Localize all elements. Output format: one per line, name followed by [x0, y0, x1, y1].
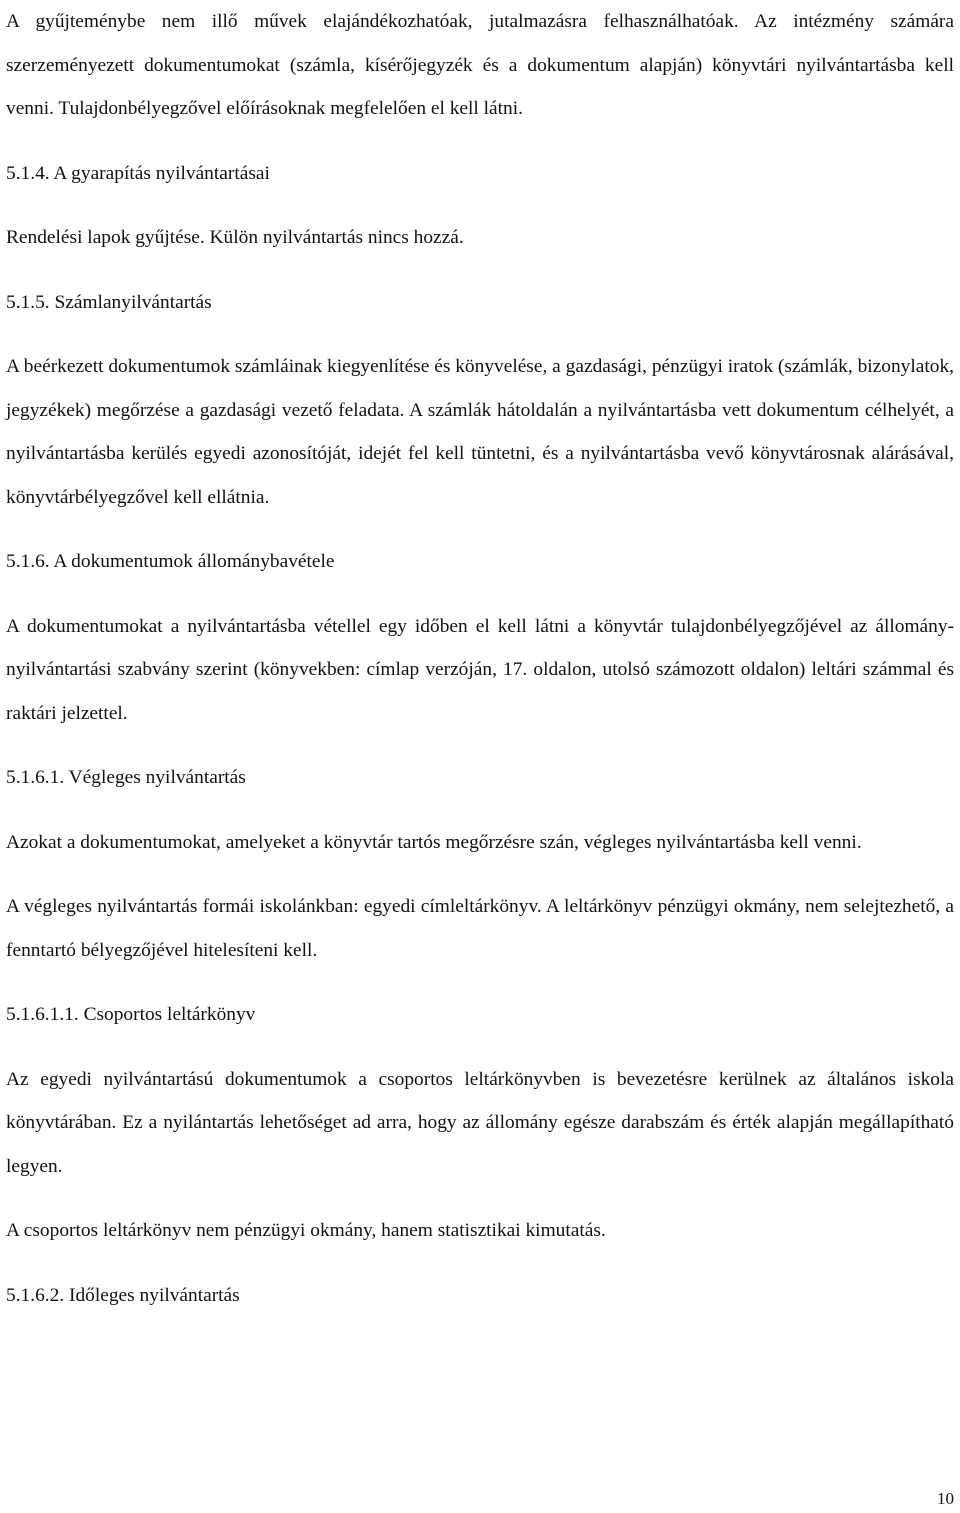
- heading-5-1-6: 5.1.6. A dokumentumok állománybavétele: [6, 551, 335, 572]
- paragraph-vegleges-nyilvantartas: Azokat a dokumentumokat, amelyeket a könyvtár tartós megőrzésre szán, végleges nyilvántartásba kell venni.: [6, 831, 862, 853]
- page-number: 10: [937, 1489, 954, 1508]
- paragraph-allomanybavetel: A dokumentumokat a nyilvántartásba vétellel egy időben el kell látni a könyvtár tulajdonbélyegzőjével az állomány-nyilvántartási szabvány szerint (könyvekben: címlap verzóján, 17. oldalon, utolsó számozott oldalon) leltári számmal és raktári jelzettel.: [6, 615, 954, 724]
- document-page: [6, 0, 954, 1317]
- heading-5-1-6-1: 5.1.6.1. Végleges nyilvántartás: [6, 767, 246, 788]
- paragraph-vegleges-formai: A végleges nyilvántartás formái iskolánkban: egyedi címleltárkönyv. A leltárkönyv pénzügyi okmány, nem selejtezhető, a fenntartó bélyegzőjével hitelesíteni kell.: [6, 896, 954, 961]
- heading-5-1-4: 5.1.4. A gyarapítás nyilvántartásai: [6, 162, 270, 184]
- heading-5-1-5: 5.1.5. Számlanyilvántartás: [6, 291, 212, 313]
- paragraph-intro: A gyűjteménybe nem illő művek elajándékozhatóak, jutalmazásra felhasználhatóak. Az intézmény számára szerzeményezett dokumentumokat (számla, kísérőjegyzék és a dokumentum alapján) könyvtári nyilvántartásba kell venni. Tulajdonbélyegzővel előírásoknak megfelelően el kell látni.: [6, 11, 954, 119]
- paragraph-statisztikai-kimutatas: A csoportos leltárkönyv nem pénzügyi okmány, hanem statisztikai kimutatás.: [6, 1220, 606, 1241]
- paragraph-szamlanyilvantartas: A beérkezett dokumentumok számláinak kiegyenlítése és könyvelése, a gazdasági, pénzügyi iratok (számlák, bizonylatok, jegyzékek) megőrzése a gazdasági vezető feladata. A számlák hátoldalán a nyilvántartásba vett dokumentum célhelyét, a nyilvántartásba kerülés egyedi azonosítóját, idejét fel kell tüntetni, és a nyilvántartásba vevő könyvtárosnak alárásával, könyvtárbélyegzővel kell ellátnia.: [6, 356, 954, 508]
- paragraph-csoportos-leltarkonyv: Az egyedi nyilvántartású dokumentumok a csoportos leltárkönyvben is bevezetésre kerülnek az általános iskola könyvtárában. Ez a nyilántartás lehetőséget ad arra, hogy az állomány egésze darabszám és érték alapján megállapítható legyen.: [6, 1068, 954, 1177]
- paragraph-rendelesi-lapok: Rendelési lapok gyűjtése. Külön nyilvántartás nincs hozzá.: [6, 227, 464, 248]
- heading-5-1-6-1-1: 5.1.6.1.1. Csoportos leltárkönyv: [6, 1004, 256, 1025]
- heading-5-1-6-2: 5.1.6.2. Időleges nyilvántartás: [6, 1284, 240, 1306]
